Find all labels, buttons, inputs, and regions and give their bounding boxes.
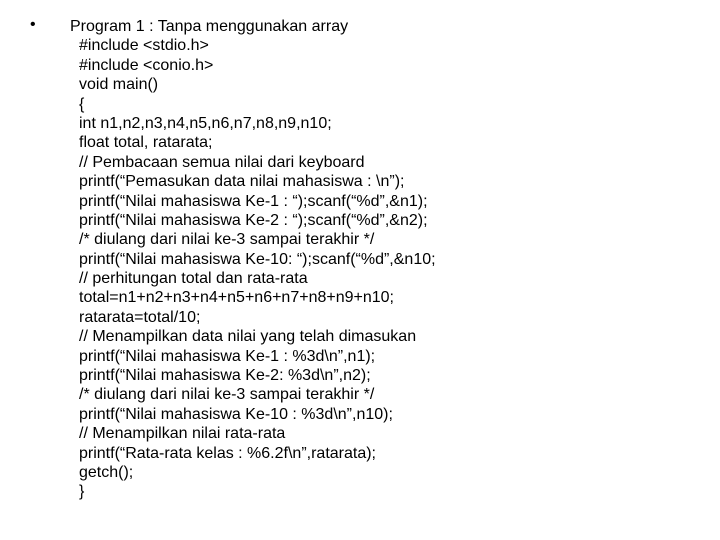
code-line: printf(“Nilai mahasiswa Ke-2: %3d\n”,n2); [79,367,371,385]
code-line: void main() [79,76,159,94]
code-line: /* diulang dari nilai ke-3 sampai terakhir */ [79,386,375,404]
code-line: printf(“Nilai mahasiswa Ke-10 : %3d\n”,n10); [79,405,393,423]
code-line: getch(); [79,463,134,481]
code-line: /* diulang dari nilai ke-3 sampai terakhir */ [79,231,375,249]
code-line: // Menampilkan nilai rata-rata [79,425,286,443]
code-line: } [79,483,85,501]
code-line: float total, ratarata; [79,134,213,152]
code-line: int n1,n2,n3,n4,n5,n6,n7,n8,n9,n10; [79,114,332,132]
code-line: printf(“Nilai mahasiswa Ke-2 : “);scanf(“%d”,&n2); [79,211,428,229]
program-title: Program 1 : Tanpa menggunakan array [70,18,349,35]
code-listing [79,36,436,501]
code-line: total=n1+n2+n3+n4+n5+n6+n7+n8+n9+n10; [79,289,394,307]
code-line: printf(“Pemasukan data nilai mahasiswa : \n”); [79,173,405,191]
bullet-marker: • [30,16,36,33]
code-line: ratarata=total/10; [79,308,201,326]
code-line: printf(“Rata-rata kelas : %6.2f\n”,ratarata); [79,444,376,462]
code-line: // perhitungan total dan rata-rata [79,270,308,288]
code-line: // Pembacaan semua nilai dari keyboard [79,153,365,171]
code-line: printf(“Nilai mahasiswa Ke-1 : “);scanf(“%d”,&n1); [79,192,428,210]
code-line: #include <conio.h> [79,56,214,74]
code-line: #include <stdio.h> [79,37,209,55]
code-line: printf(“Nilai mahasiswa Ke-1 : %3d\n”,n1); [79,347,376,365]
code-line: { [79,95,85,113]
code-line: // Menampilkan data nilai yang telah dimasukan [79,328,417,346]
code-line: printf(“Nilai mahasiswa Ke-10: “);scanf(“%d”,&n10; [79,250,436,268]
